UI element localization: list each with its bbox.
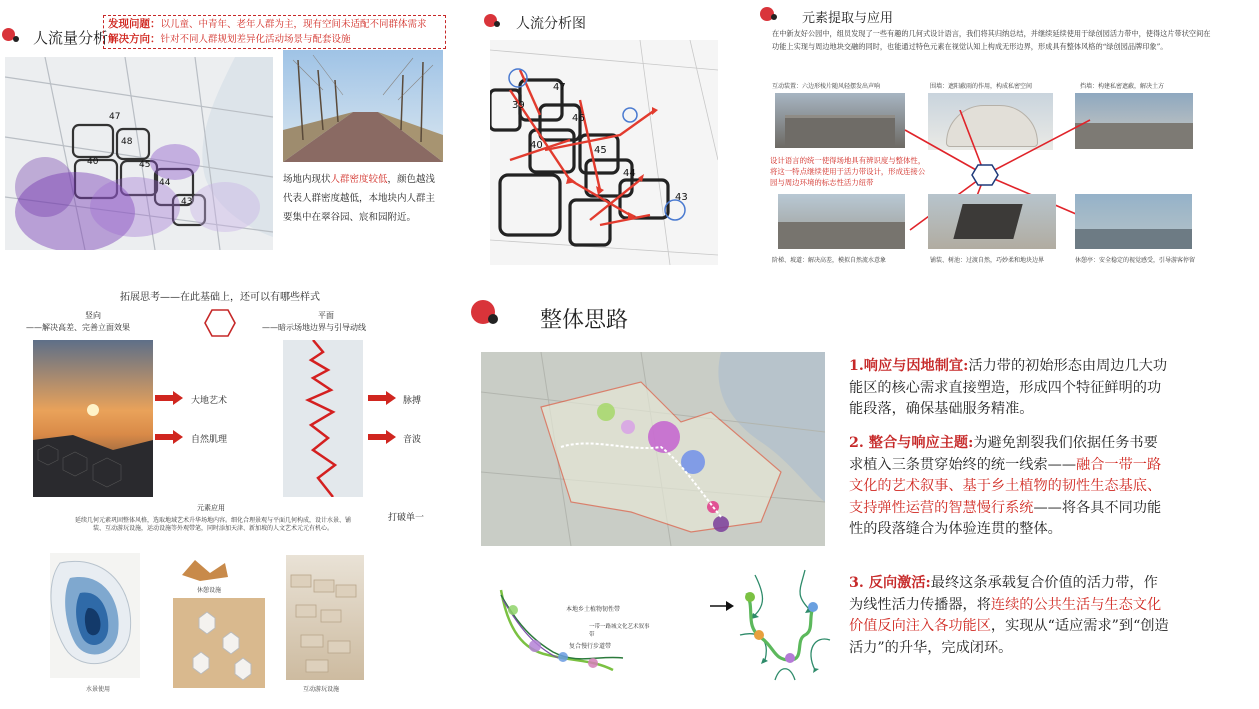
photo-pavilion bbox=[1075, 194, 1192, 249]
title-dot-black bbox=[13, 36, 19, 42]
arrow-label-pulse: 脉搏 bbox=[403, 396, 422, 406]
panel-title: 整体思路 bbox=[540, 308, 629, 333]
problem-box bbox=[103, 15, 446, 49]
panel-title: 人流量分析 bbox=[33, 29, 109, 47]
photo-basalt-columns bbox=[33, 340, 153, 497]
three-lines-diagram bbox=[493, 570, 653, 680]
arrow-right-icon bbox=[710, 600, 734, 612]
photo-interactive-play bbox=[286, 555, 364, 680]
caption-interactive-play: 互动游玩设施 bbox=[303, 686, 340, 693]
plane-head: 平面 bbox=[318, 311, 334, 320]
line-label-native-plants: 本地乡土植物韧性带 bbox=[566, 606, 621, 613]
map-label-39: 39 bbox=[512, 100, 525, 111]
point-2-text-1: 为避免割裂我们依据任务书要求植入三条贯穿始终的统一线索—— bbox=[849, 435, 1158, 473]
photo-rest-facility-2 bbox=[173, 598, 265, 688]
point-1-text: 活力带的初始形态由周边几大功能区的核心需求直接塑造，形成四个特征鲜明的功能段落，确保基础服务精准。 bbox=[849, 358, 1168, 417]
panel-title: 拓展思考——在此基础上，还可以有哪些样式 bbox=[120, 292, 320, 303]
map-label-43: 43 bbox=[181, 197, 193, 207]
arrow-right-icon bbox=[155, 391, 185, 405]
avenue-photo bbox=[283, 50, 443, 162]
caption-bottom-3: 休憩亭：安全稳定的视觉感受，引导游客停留 bbox=[1075, 257, 1196, 264]
vertical-head: 竖向 bbox=[85, 311, 101, 320]
line-label-art-narrative: 一带一路城文化艺术叙事带 bbox=[589, 624, 650, 638]
issue-label: 发现问题： bbox=[108, 18, 161, 30]
reverse-activation-diagram bbox=[735, 565, 835, 685]
map-label-40: 40 bbox=[530, 140, 543, 151]
density-map-svg bbox=[5, 57, 273, 250]
caption-top-2: 围墙：遮阳蔽雨的作用，构成私密空间 bbox=[930, 83, 1033, 90]
flow-map bbox=[490, 40, 718, 265]
point-2-text-2: ——将各具不同功能性的段落缝合为体验连贯的整体。 bbox=[849, 499, 1162, 537]
solution-label: 解决方向： bbox=[108, 33, 161, 45]
point-2 bbox=[849, 433, 1171, 541]
point-3-lead: 3. 反向激活: bbox=[849, 575, 931, 591]
panel-title: 人流分析图 bbox=[516, 16, 586, 32]
map-label-43: 43 bbox=[675, 192, 688, 203]
center-text: 设计语言的统一使得场地具有辨识度与整体性，将这一特点继续使用于活力带设计，形成连接公园与周边环境的标志性活力纽带 bbox=[770, 156, 926, 187]
point-3-text-2: ，实现从“适应需求”到“创造活力”的升华，完成闭环。 bbox=[849, 618, 1169, 656]
intro-text: 在中新友好公园中，组员发现了一些有趣的几何式设计语言，我们将其归纳总结，并继续延续使用于绿创园活力带中，使得这片带状空间在功能上实现与周边地块交融的同时，也能通过特色元素在视觉认知上构成无形边界，形成具有整体风格的“绿创园品牌印象”。 bbox=[772, 29, 1211, 51]
photo-paving bbox=[928, 194, 1056, 249]
map-label-48: 48 bbox=[121, 137, 133, 147]
caption-top-3: 挡墙：构建私密遮蔽，解决土方 bbox=[1080, 83, 1165, 90]
aerial-plan-map bbox=[481, 352, 825, 546]
point-3-text-1: 最终这条承载复合价值的活力带，作为线性活力传播器，将 bbox=[849, 575, 1158, 613]
caption-bottom-1: 阶梯、坡道：解决高差，模拟自然流水意象 bbox=[772, 257, 887, 264]
caption-bottom-2: 铺装、树池：过渡自然，巧妙柔和地块边界 bbox=[930, 257, 1045, 264]
hexagon-icon bbox=[972, 165, 998, 185]
vertical-sub: ——解决高差、完善立面效果 bbox=[26, 323, 130, 332]
map-label-40: 40 bbox=[87, 157, 99, 167]
photo-water-feature bbox=[50, 553, 140, 678]
arrow-right-icon bbox=[155, 430, 185, 444]
arrow-right-icon bbox=[368, 391, 398, 405]
hexagon-icon bbox=[203, 308, 237, 338]
map-label-45: 45 bbox=[139, 160, 151, 170]
point-3-highlight: 连续的公共生活与生态文化价值反向注入各功能区 bbox=[849, 596, 1162, 634]
photo-steps bbox=[778, 194, 905, 249]
map-label-45: 45 bbox=[594, 145, 607, 156]
map-label-46: 46 bbox=[572, 113, 585, 124]
title-dot-black bbox=[488, 314, 498, 324]
issue-text: 以儿童、中青年、老年人群为主，现有空间未适配不同群体需求 bbox=[160, 19, 427, 30]
solution-text: 针对不同人群规划差异化活动场景与配套设施 bbox=[160, 34, 351, 45]
element-title: 元素应用 bbox=[197, 504, 225, 512]
element-text: 延续几何元素巩固整体风格，选取地域艺术升华场地内容。细化合理景观与平面几何构成，设计水景、铺装、互动游玩设施，运动设施等外观带笔，同时添加天津、新加坡的人文艺术元元有机心。 bbox=[74, 517, 351, 532]
arrow-label-land-art: 大地艺术 bbox=[191, 396, 228, 406]
break-label: 打破单一 bbox=[388, 513, 425, 523]
title-dot-black bbox=[494, 21, 500, 27]
photo-red-line-plane bbox=[283, 340, 363, 497]
arrow-right-icon bbox=[368, 430, 398, 444]
photo-interactive-installation bbox=[775, 93, 905, 148]
point-1-lead: 1.响应与因地制宜: bbox=[849, 358, 969, 374]
caption-water-feature: 水景使用 bbox=[86, 686, 111, 693]
title-dot-black bbox=[771, 14, 777, 20]
plane-sub: ——暗示场地边界与引导动线 bbox=[262, 323, 366, 332]
point-2-highlight: 融合一带一路文化的艺术叙事、基于乡土植物的韧性生态基底、支持弹性运营的智慧慢行系统 bbox=[849, 456, 1162, 516]
panel-title: 元素提取与应用 bbox=[802, 11, 894, 26]
caption-top-1: 互动装置：六边形棱片随风轻摆发出声响 bbox=[772, 83, 881, 90]
map-label-47: 47 bbox=[109, 112, 121, 122]
map-label-47: 47 bbox=[553, 82, 566, 93]
density-map bbox=[5, 57, 273, 250]
map-label-44: 44 bbox=[623, 168, 636, 179]
map-label-44: 44 bbox=[159, 178, 171, 188]
point-1 bbox=[849, 356, 1171, 421]
point-3 bbox=[849, 573, 1171, 659]
point-2-lead: 2. 整合与响应主题: bbox=[849, 435, 974, 451]
density-description: 场地内现状人群密度较低，颜色越浅代表人群密度越低，本地块内人群主要集中在翠谷园、宸和园附近。 bbox=[283, 174, 436, 223]
arrow-label-natural-texture: 自然肌理 bbox=[191, 435, 228, 445]
line-label-slow-walk: 复合慢行步道带 bbox=[569, 643, 612, 650]
arrow-label-sound-wave: 音波 bbox=[403, 435, 422, 445]
caption-rest-facility: 休憩设施 bbox=[197, 587, 222, 594]
photo-rest-facility-1 bbox=[180, 555, 230, 583]
